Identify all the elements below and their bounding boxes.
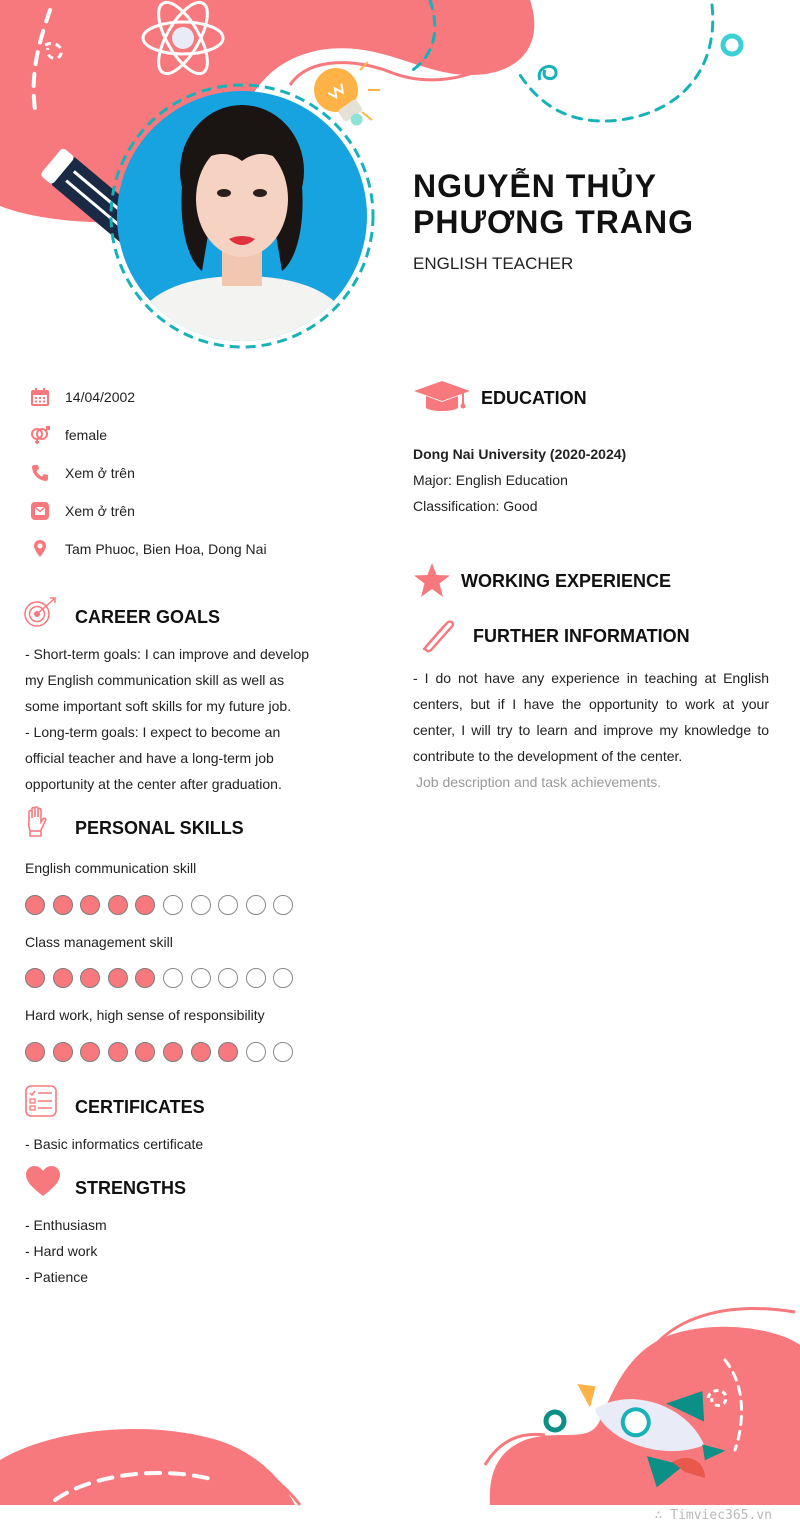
- skill-dot-filled: [191, 1042, 211, 1062]
- skill-dot-empty: [246, 1042, 266, 1062]
- further-information-line: contribute to the development of the center.: [413, 748, 683, 764]
- further-information-line: - I do not have any experience in teaching at English: [413, 670, 769, 686]
- certificates-title: CERTIFICATES: [75, 1097, 205, 1117]
- further-information-text: [413, 665, 769, 743]
- skill-rating: [25, 895, 293, 915]
- skill-dot-filled: [135, 1042, 155, 1062]
- email-icon: [30, 501, 50, 521]
- location-pin-icon: [30, 539, 50, 559]
- skill-label: Hard work, high sense of responsibility: [25, 1007, 265, 1023]
- star-icon: [414, 563, 450, 597]
- skill-dot-empty: [273, 1042, 293, 1062]
- skill-dot-empty: [218, 895, 238, 915]
- address-text: Tam Phuoc, Bien Hoa, Dong Nai: [65, 541, 267, 557]
- target-icon: [24, 596, 58, 628]
- education-major: Major: English Education: [413, 472, 568, 488]
- skill-dot-filled: [25, 1042, 45, 1062]
- skill-dot-empty: [191, 895, 211, 915]
- contact-gender: [30, 425, 107, 445]
- education-classification: Classification: Good: [413, 498, 538, 514]
- contact-address: [30, 539, 267, 559]
- paperclip-icon: [416, 615, 458, 655]
- job-description-placeholder: Job description and task achievements.: [416, 774, 662, 790]
- calendar-icon: [30, 387, 50, 407]
- skill-rating: [25, 1042, 293, 1062]
- skill-dot-empty: [273, 895, 293, 915]
- job-title: ENGLISH TEACHER: [413, 254, 574, 273]
- skill-dot-empty: [273, 968, 293, 988]
- skill-dot-filled: [163, 1042, 183, 1062]
- skill-dot-empty: [163, 968, 183, 988]
- avatar: [117, 91, 367, 341]
- skill-dot-filled: [218, 1042, 238, 1062]
- skill-dot-empty: [163, 895, 183, 915]
- skill-dot-filled: [108, 968, 128, 988]
- strengths-list: [25, 1212, 107, 1290]
- skill-dot-filled: [53, 968, 73, 988]
- contact-birthday: [30, 387, 135, 407]
- name-line-2: PHƯƠNG TRANG: [413, 204, 694, 240]
- strength-item: - Patience: [25, 1269, 89, 1285]
- gender-text: female: [65, 427, 108, 443]
- skill-dot-filled: [108, 895, 128, 915]
- teal-ring-icon: [723, 36, 741, 54]
- further-information-line: center, I will try to learn and improve my knowledge to: [413, 722, 769, 738]
- skill-dot-filled: [53, 1042, 73, 1062]
- working-experience-title: WORKING EXPERIENCE: [461, 571, 672, 591]
- hand-icon: [25, 806, 47, 838]
- email-text: Xem ở trên: [65, 503, 135, 519]
- skill-label: English communication skill: [25, 860, 197, 876]
- gender-icon: [30, 425, 50, 445]
- contact-email: [30, 501, 135, 521]
- skill-dot-filled: [80, 895, 100, 915]
- skill-dot-empty: [246, 968, 266, 988]
- skill-dot-filled: [53, 895, 73, 915]
- watermark: ∴ Timviec365.vn: [654, 1508, 772, 1523]
- skill-dot-filled: [25, 968, 45, 988]
- career-goals-line: official teacher and have a long-term job: [25, 750, 274, 766]
- career-goals-line: my English communication skill as well as: [25, 672, 285, 688]
- further-information-title: FURTHER INFORMATION: [473, 626, 690, 646]
- skill-dot-empty: [191, 968, 211, 988]
- skill-rating: [25, 968, 293, 988]
- education-details: [413, 441, 626, 519]
- phone-icon: [30, 463, 50, 483]
- further-information-line: centers, but if I have the opportunity to work at your: [413, 696, 769, 712]
- skill-label: Class management skill: [25, 934, 173, 950]
- career-goals-line: opportunity at the center after graduation.: [25, 776, 282, 792]
- career-goals-line: - Long-term goals: I expect to become an: [25, 724, 281, 740]
- candidate-name: [413, 168, 694, 240]
- small-ring-icon: [546, 1412, 564, 1430]
- skill-dot-filled: [25, 895, 45, 915]
- career-goals-line: - Short-term goals: I can improve and develop: [25, 646, 310, 662]
- bottom-left-blob: [0, 1429, 295, 1505]
- career-goals-title: CAREER GOALS: [75, 607, 221, 627]
- skill-dot-empty: [218, 968, 238, 988]
- education-title: EDUCATION: [481, 388, 587, 408]
- skill-dot-filled: [80, 968, 100, 988]
- skill-dot-filled: [108, 1042, 128, 1062]
- strength-item: - Enthusiasm: [25, 1217, 107, 1233]
- certificate-item: - Basic informatics certificate: [25, 1136, 204, 1152]
- personal-skills-title: PERSONAL SKILLS: [75, 818, 244, 838]
- education-school: Dong Nai University (2020-2024): [413, 446, 627, 462]
- checklist-icon: [25, 1085, 57, 1117]
- name-line-1: NGUYỄN THỦY: [413, 168, 657, 204]
- graduation-cap-icon: [414, 380, 470, 414]
- skill-dot-filled: [135, 895, 155, 915]
- skill-dot-filled: [135, 968, 155, 988]
- career-goals-text: [25, 641, 309, 797]
- heart-icon: [25, 1165, 61, 1197]
- birthday-text: 14/04/2002: [65, 389, 136, 405]
- skill-dot-empty: [246, 895, 266, 915]
- career-goals-line: some important soft skills for my future job.: [25, 698, 292, 714]
- phone-text: Xem ở trên: [65, 465, 135, 481]
- skill-dot-filled: [80, 1042, 100, 1062]
- strengths-title: STRENGTHS: [75, 1178, 187, 1198]
- strength-item: - Hard work: [25, 1243, 98, 1259]
- contact-phone: [30, 463, 135, 483]
